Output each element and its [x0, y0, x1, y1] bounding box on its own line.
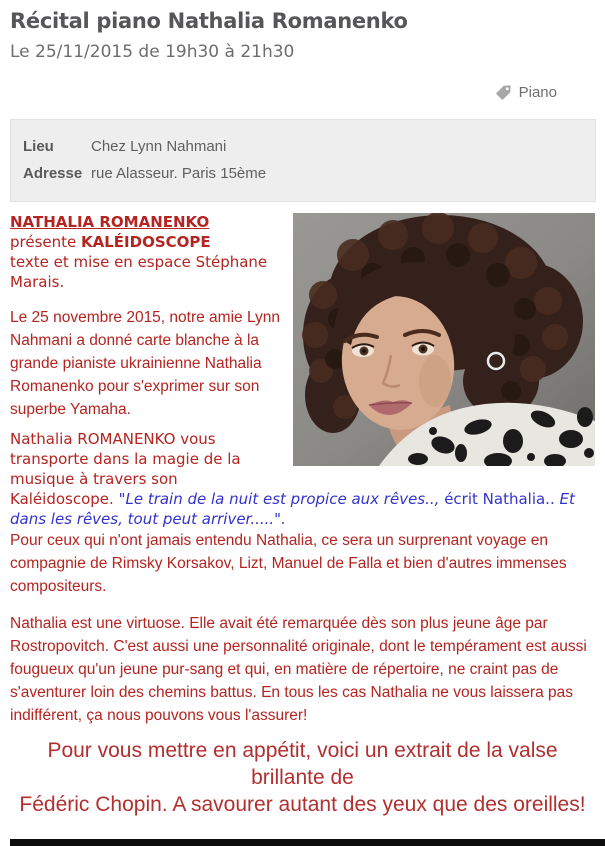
adresse-label: Adresse	[23, 165, 83, 182]
lieu-value: Chez Lynn Nahmani	[91, 138, 227, 155]
category-tag[interactable]	[10, 82, 595, 102]
venue-info-box	[10, 119, 596, 202]
virtuose-paragraph: Nathalia est une virtuose. Elle avait été remarquée dès son plus jeune âge par Rostropovitch. C'est aussi une personnalité originale, dont le tempérament est aussi fougueux qu'un jeune pur-sang et qui, en matière de répertoire, ne craint pas de s'aventurer loin des chemins battus. En tous les cas Nathalia ne vous laissera pas indifférent, ça nous pouvons vous l'assurer!	[10, 615, 587, 724]
show-title: KALÉIDOSCOPE	[81, 233, 211, 251]
voyage-paragraph: Pour ceux qui n'ont jamais entendu Nathalia, ce sera un surprenant voyage en compagnie de Rimsky Korsakov, Lizt, Manuel de Falla et bien d'autres immenses compositeurs.	[10, 532, 567, 595]
lieu-label: Lieu	[23, 138, 54, 155]
closing-line-2: Fédéric Chopin. A savourer autant des yeux que des oreilles!	[19, 793, 586, 816]
video-embed-top-edge[interactable]	[10, 839, 605, 846]
kaleidoscope-lead: Nathalia ROMANENKO vous transporte dans la magie de la musique à travers son Kaléidoscope.	[10, 430, 241, 508]
info-row-lieu	[23, 133, 583, 160]
page-title: Récital piano Nathalia Romanenko	[10, 9, 408, 33]
portrait-photo	[293, 213, 595, 466]
info-row-adresse	[23, 160, 583, 187]
presente-text: présente	[10, 233, 82, 251]
closing-announcement	[10, 737, 595, 818]
carte-blanche-paragraph: Le 25 novembre 2015, notre amie Lynn Nahmani a donné carte blanche à la grande pianiste ukrainienne Nathalia Romanenko pour s'exprimer sur son superbe Yamaha.	[10, 309, 280, 418]
quote-part-1: "Le train de la nuit est propice aux rêves..,	[118, 490, 445, 508]
tag-icon	[495, 84, 512, 101]
page-header	[0, 0, 605, 102]
tag-label: Piano	[518, 83, 557, 101]
closing-line-1: Pour vous mettre en appétit, voici un extrait de la valse brillante de	[47, 739, 558, 789]
article-body	[10, 212, 595, 818]
quote-part-2: Et dans les rêves, tout peut arriver.....".	[10, 490, 575, 528]
event-datetime: Le 25/11/2015 de 19h30 à 21h30	[10, 42, 295, 62]
adresse-value: rue Alasseur. Paris 15ème	[91, 165, 267, 182]
artist-name-heading: NATHALIA ROMANENKO	[10, 213, 210, 231]
quote-attribution: écrit Nathalia..	[444, 490, 560, 508]
credit-line: texte et mise en espace Stéphane Marais.	[10, 253, 268, 291]
